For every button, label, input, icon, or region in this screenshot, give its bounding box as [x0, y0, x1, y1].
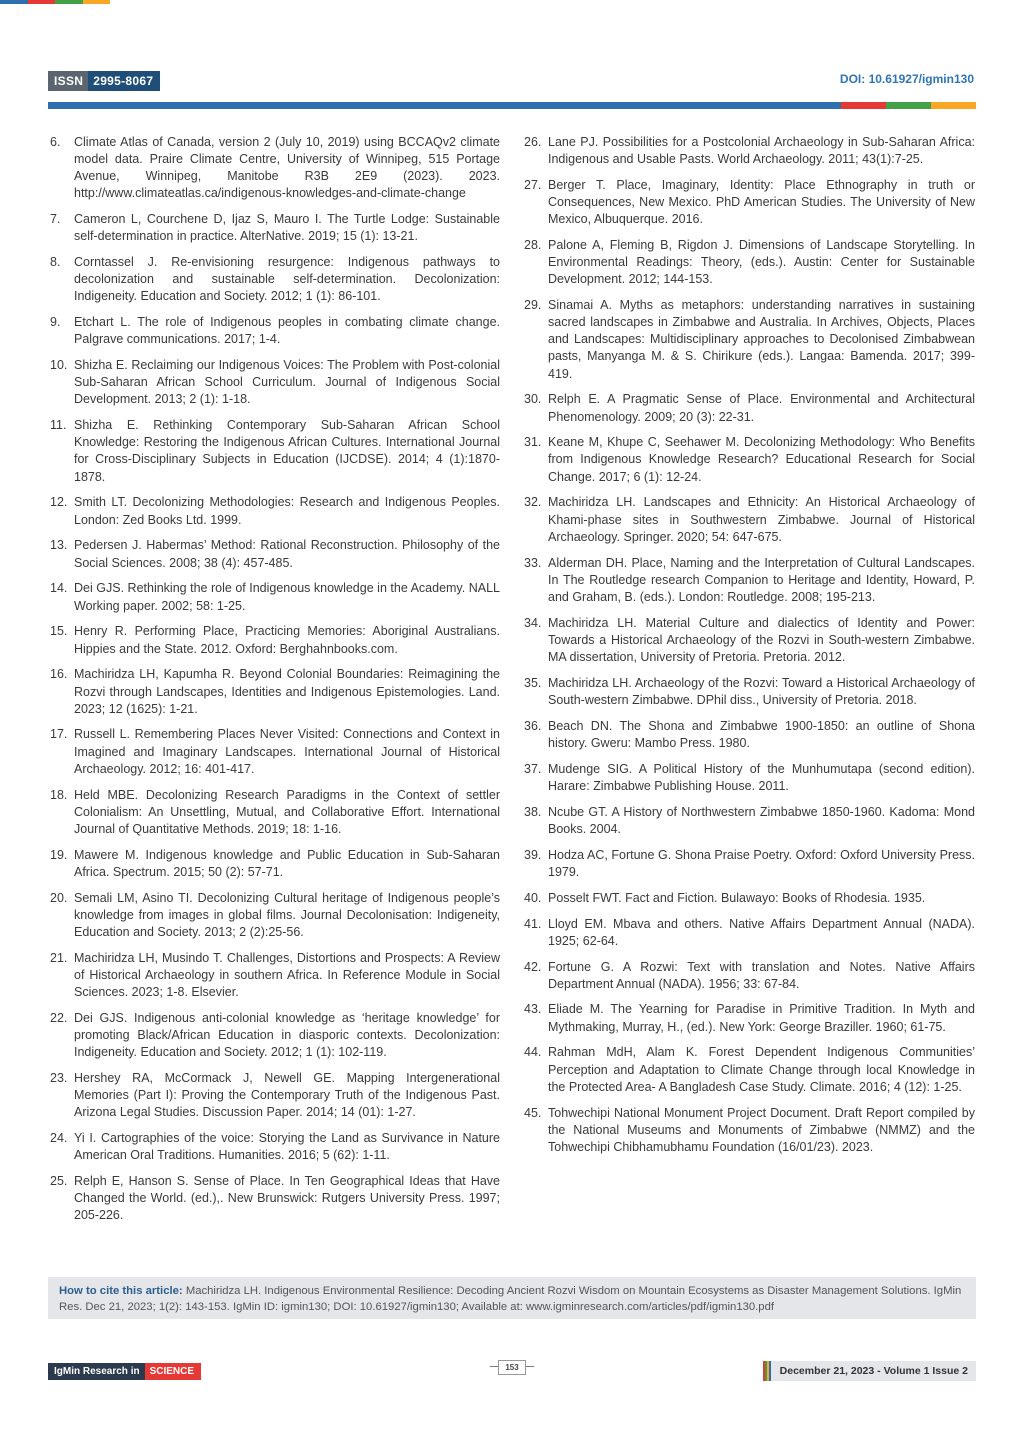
reference-item: [50, 314, 500, 348]
reference-item: [50, 1070, 500, 1121]
reference-number: 23.: [50, 1070, 68, 1085]
reference-text: Shizha E. Reclaiming our Indigenous Voices: The Problem with Post-colonial Sub-Saharan African School Curriculum. Journal of Indigenous Social Development. 2013; 2 (1): 1-18.: [74, 358, 500, 407]
reference-item: [524, 718, 975, 752]
reference-item: [50, 787, 500, 838]
reference-item: [524, 1001, 975, 1035]
reference-item: [524, 555, 975, 606]
journal-badge: [48, 1363, 201, 1380]
reference-number: 25.: [50, 1173, 68, 1188]
reference-number: 18.: [50, 787, 68, 802]
reference-item: [50, 666, 500, 717]
reference-number: 27.: [524, 177, 542, 192]
reference-text: Mudenge SIG. A Political History of the Munhumutapa (second edition). Harare: Zimbabwe Publishing House. 2011.: [548, 761, 975, 793]
reference-text: Berger T. Place, Imaginary, Identity: Place Ethnography in truth or Consequences, New Mexico. PhD American Studies. The University of New Mexico, Albuquerque. 2016.: [548, 177, 975, 227]
issue-badge: [763, 1361, 976, 1381]
citation-box: [48, 1277, 976, 1319]
reference-item: [50, 950, 500, 1001]
reference-number: 22.: [50, 1010, 68, 1025]
reference-item: [50, 890, 500, 941]
reference-number: 43.: [524, 1002, 542, 1017]
reference-item: [50, 357, 500, 408]
reference-item: [524, 916, 975, 950]
reference-number: 14.: [50, 581, 68, 596]
reference-number: 30.: [524, 392, 542, 407]
reference-text: Dei GJS. Indigenous anti-colonial knowledge as ‘heritage knowledge’ for promoting Black/African Education in diasporic contexts. Decolonization: Indigeneity. Education and Society. 2012; 1 (1): 102-119.: [74, 1010, 500, 1059]
reference-number: 21.: [50, 950, 68, 965]
reference-number: 6.: [50, 135, 61, 149]
reference-text: Mawere M. Indigenous knowledge and Public Education in Sub-Saharan Africa. Spectrum. 2015; 50 (2): 57-71.: [74, 847, 500, 879]
reference-number: 24.: [50, 1130, 68, 1145]
reference-number: 16.: [50, 667, 68, 682]
reference-number: 33.: [524, 555, 542, 570]
reference-text: Hershey RA, McCormack J, Newell GE. Mapping Intergenerational Memories (Part I): Proving the Contemporary Truth of the Indigenous Past. Arizona Legal Studies. Discussion Paper. 2014; 14 (01): 1-27.: [74, 1070, 500, 1120]
reference-text: Smith LT. Decolonizing Methodologies: Research and Indigenous Peoples. London: Zed Books Ltd. 1999.: [74, 495, 500, 527]
page-number: [482, 1360, 542, 1375]
reference-number: 41.: [524, 916, 542, 931]
reference-item: [524, 615, 975, 666]
reference-item: [524, 890, 975, 907]
reference-number: 42.: [524, 959, 542, 974]
reference-text: Lloyd EM. Mbava and others. Native Affairs Department Annual (NADA). 1925; 62-64.: [548, 916, 975, 948]
reference-text: Semali LM, Asino TI. Decolonizing Cultural heritage of Indigenous people’s knowledge from images in global films. Journal Decolonisation: Indigeneity, Education and Society. 2013; 2 (2):25-56.: [74, 890, 500, 939]
reference-number: 10.: [50, 358, 68, 373]
reference-text: Machiridza LH, Kapumha R. Beyond Colonial Boundaries: Reimagining the Rozvi through Landscapes, Identities and Indigenous Epistemologies. Land. 2023; 12 (1625): 1-21.: [74, 667, 500, 716]
reference-number: 36.: [524, 718, 542, 733]
reference-text: Cameron L, Courchene D, Ijaz S, Mauro I. The Turtle Lodge: Sustainable self-determination in practice. AlterNative. 2019; 15 (1): 13-21.: [74, 212, 500, 244]
reference-text: Ncube GT. A History of Northwestern Zimbabwe 1850-1960. Kadoma: Mond Books. 2004.: [548, 804, 975, 836]
reference-text: Relph E. A Pragmatic Sense of Place. Environmental and Architectural Phenomenology. 2009; 20 (3): 22-31.: [548, 392, 975, 424]
reference-item: [50, 726, 500, 777]
reference-item: [50, 494, 500, 528]
reference-item: [524, 1044, 975, 1095]
reference-number: 45.: [524, 1105, 542, 1120]
reference-number: 34.: [524, 615, 542, 630]
reference-text: Fortune G. A Rozwi: Text with translation and Notes. Native Affairs Department Annual (NADA). 1956; 33: 67-84.: [548, 959, 975, 991]
reference-item: [524, 761, 975, 795]
reference-text: Shizha E. Rethinking Contemporary Sub-Saharan African School Knowledge: Restoring the Indigenous African Cultures. International Journal for Cross-Disciplinary Subjects in Education (IJCDSE). 2014; 4 (1):1870-1878.: [74, 418, 500, 484]
reference-text: Held MBE. Decolonizing Research Paradigms in the Context of settler Colonialism: An Unsettling, Mutual, and Collaborative Effort. International Journal of Quantitative Methods. 2019; 18: 1-16.: [74, 787, 500, 836]
reference-text: Climate Atlas of Canada, version 2 (July 10, 2019) using BCCAQv2 climate model data. Praire Climate Centre, University of Winnipeg, 515 Portage Avenue, Winnipeg, Manitobe R3B 2E9 (2023). 2023. http://www.climateatlas.ca/indigenous-knowledges-and-climate-change: [74, 135, 500, 201]
reference-number: 29.: [524, 298, 542, 313]
reference-number: 17.: [50, 727, 68, 742]
issn-badge: [48, 71, 160, 91]
reference-item: [50, 254, 500, 305]
journal-brand: IgMin Research in: [48, 1363, 145, 1380]
reference-item: [524, 959, 975, 993]
reference-text: Machiridza LH. Landscapes and Ethnicity: An Historical Archaeology of Khami-phase sites in Southwestern Zimbabwe. Journal of Historical Archaeology. Springer. 2020; 54: 647-675.: [548, 495, 975, 544]
reference-item: [50, 211, 500, 245]
reference-text: Pedersen J. Habermas’ Method: Rational Reconstruction. Philosophy of the Social Sciences. 2008; 38 (4): 457-485.: [74, 538, 500, 570]
reference-item: [524, 391, 975, 425]
reference-item: [50, 847, 500, 881]
reference-text: Machiridza LH. Archaeology of the Rozvi: Toward a Historical Archaeology of South-western Zimbabwe. DPhil diss., University of Pretoria. 2018.: [548, 675, 975, 707]
citation-label: How to cite this article:: [59, 1285, 183, 1297]
reference-item: [50, 134, 500, 202]
reference-number: 12.: [50, 495, 68, 510]
reference-number: 35.: [524, 675, 542, 690]
reference-item: [524, 847, 975, 881]
reference-text: Tohwechipi National Monument Project Document. Draft Report compiled by the National Museums and Monuments of Zimbabwe (NMMZ) and the Tohwechipi Chibhamubhamu Foundation (16/01/23). 2023.: [548, 1105, 975, 1154]
reference-item: [524, 494, 975, 545]
reference-number: 13.: [50, 538, 68, 553]
reference-text: Alderman DH. Place, Naming and the Interpretation of Cultural Landscapes. In The Routledge research Companion to Heritage and Identity, Howard, P. and Graham, B. (eds.). London: Routledge. 2008; 195-213.: [548, 555, 975, 604]
reference-text: Hodza AC, Fortune G. Shona Praise Poetry. Oxford: Oxford University Press. 1979.: [548, 847, 975, 879]
reference-item: [524, 297, 975, 382]
reference-item: [524, 134, 975, 168]
reference-item: [524, 237, 975, 288]
doi-link[interactable]: DOI: 10.61927/igmin130: [839, 72, 974, 86]
reference-text: Sinamai A. Myths as metaphors: understanding narratives in sustaining sacred landscapes in Zimbabwe and Australia. In Archives, Objects, Places and Landscapes: Multidisciplinary approaches to Decolonised Zimbabwean pasts, Manyanga M. & S. Chirikure (eds.). Langaa: Bamenda. 2017; 399-419.: [548, 298, 975, 381]
header-rule: [48, 102, 976, 109]
reference-item: [50, 580, 500, 614]
reference-text: Henry R. Performing Place, Practicing Memories: Aboriginal Australians. Hippies and the State. 2012. Oxford: Berghahnbooks.com.: [74, 624, 500, 656]
reference-text: Relph E, Hanson S. Sense of Place. In Ten Geographical Ideas that Have Changed the World. (ed.),. New Brunswick: Rutgers University Press. 1997; 205-226.: [74, 1173, 500, 1223]
reference-item: [50, 1010, 500, 1061]
reference-number: 26.: [524, 135, 542, 149]
reference-item: [50, 537, 500, 571]
reference-item: [50, 1173, 500, 1224]
reference-text: Machiridza LH. Material Culture and dialectics of Identity and Power: Towards a Historical Archaeology of the Rozvi in South-western Zimbabwe. MA dissertation, University of Pretoria. Pretoria. 2012.: [548, 615, 975, 664]
reference-number: 32.: [524, 495, 542, 510]
reference-number: 38.: [524, 804, 542, 819]
reference-text: Rahman MdH, Alam K. Forest Dependent Indigenous Communities’ Perception and Adaptation to Climate Change through local Knowledge in the Protected Area- A Bangladesh Case Study. Climate. 2016; 4 (12): 1-25.: [548, 1045, 975, 1094]
issn-value: 2995-8067: [88, 71, 160, 91]
references-left-column: [50, 134, 500, 1233]
reference-number: 28.: [524, 238, 542, 253]
reference-item: [524, 1105, 975, 1156]
reference-text: Etchart L. The role of Indigenous peoples in combating climate change. Palgrave communications. 2017; 1-4.: [74, 315, 500, 347]
reference-item: [524, 434, 975, 485]
reference-item: [50, 1130, 500, 1164]
journal-subject: SCIENCE: [145, 1363, 201, 1380]
issn-label: ISSN: [48, 71, 88, 91]
top-color-stripes: [0, 0, 110, 4]
reference-number: 39.: [524, 847, 542, 862]
reference-text: Yi I. Cartographies of the voice: Storying the Land as Survivance in Nature American Oral Traditions. Humanities. 2016; 5 (62): 1-11.: [74, 1130, 500, 1163]
reference-text: Machiridza LH, Musindo T. Challenges, Distortions and Prospects: A Review of Historical Archaeology in southern Africa. In Reference Module in Social Sciences. 2023; 1-8. Elsevier.: [74, 950, 500, 999]
reference-number: 37.: [524, 761, 542, 776]
references-right-column: [524, 134, 975, 1165]
reference-number: 44.: [524, 1045, 542, 1060]
reference-item: [524, 804, 975, 838]
reference-text: Keane M, Khupe C, Seehawer M. Decolonizing Methodology: Who Benefits from Indigenous Knowledge Research? Educational Research for Social Change. 2017; 6 (1): 12-24.: [548, 435, 975, 484]
reference-item: [524, 177, 975, 228]
reference-number: 8.: [50, 255, 61, 270]
reference-number: 20.: [50, 890, 68, 905]
citation-text: Machiridza LH. Indigenous Environmental Resilience: Decoding Ancient Rozvi Wisdom on Mountain Ecosystems as Disaster Management Solutions. IgMin Res. Dec 21, 2023; 1(2): 143-153. IgMin ID: igmin130; DOI: 10.61927/igmin130; Available at: www.igminresearch.com/articles/pdf/igmin130.pdf: [59, 1285, 962, 1313]
reference-number: 15.: [50, 624, 68, 639]
reference-text: Dei GJS. Rethinking the role of Indigenous knowledge in the Academy. NALL Working paper. 2002; 58: 1-25.: [74, 581, 500, 613]
reference-item: [50, 417, 500, 485]
reference-number: 19.: [50, 847, 68, 862]
page-number-value: 153: [498, 1360, 525, 1375]
reference-text: Posselt FWT. Fact and Fiction. Bulawayo: Books of Rhodesia. 1935.: [548, 890, 926, 905]
reference-number: 11.: [50, 418, 67, 433]
reference-text: Palone A, Fleming B, Rigdon J. Dimensions of Landscape Storytelling. In Environmental Readings: Theory, (eds.). Austin: Center for Sustainable Development. 2012; 144-153.: [548, 238, 975, 287]
reference-number: 9.: [50, 315, 61, 330]
reference-text: Corntassel J. Re-envisioning resurgence: Indigenous pathways to decolonization and sustainable self-determination. Decolonization: Indigeneity. Education and Society. 2012; 1 (1): 86-101.: [74, 255, 500, 304]
reference-number: 7.: [50, 212, 61, 227]
reference-number: 31.: [524, 435, 542, 450]
reference-text: Beach DN. The Shona and Zimbabwe 1900-1850: an outline of Shona history. Gweru: Mambo Press. 1980.: [548, 718, 975, 750]
reference-item: [50, 623, 500, 657]
reference-text: Lane PJ. Possibilities for a Postcolonial Archaeology in Sub-Saharan Africa: Indigenous and Usable Pasts. World Archaeology. 2011; 43(1):7-25.: [548, 135, 975, 167]
reference-text: Eliade M. The Yearning for Paradise in Primitive Tradition. In Myth and Mythmaking, Murray, H., (ed.). New York: George Braziller. 1960; 61-75.: [548, 1002, 975, 1034]
reference-number: 40.: [524, 890, 542, 905]
reference-item: [524, 675, 975, 709]
issue-text: December 21, 2023 - Volume 1 Issue 2: [771, 1361, 976, 1381]
reference-text: Russell L. Remembering Places Never Visited: Connections and Context in Imagined and Imaginary Landscapes. International Journal of Historical Archaeology. 2012; 16: 401-417.: [74, 727, 500, 776]
